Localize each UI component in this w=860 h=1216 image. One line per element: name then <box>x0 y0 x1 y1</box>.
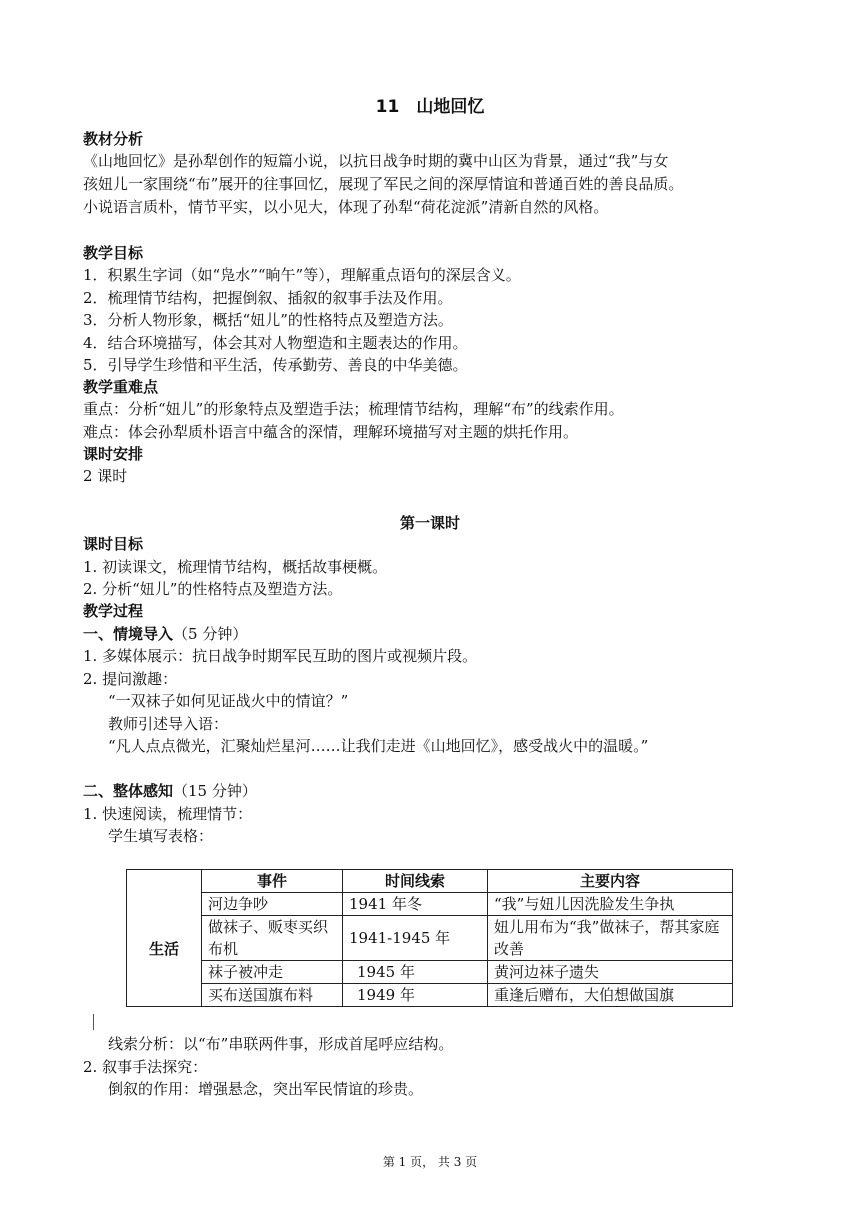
text-cursor <box>93 1014 94 1030</box>
goals-heading: 教学目标 <box>83 244 144 262</box>
part2-time: （15 分钟） <box>173 782 257 800</box>
table-cell: 买布送国旗布料 <box>202 984 343 1007</box>
table-cell: 袜子被冲走 <box>202 961 343 984</box>
process-heading: 教学过程 <box>83 602 144 620</box>
narrative-item: 2. 叙事手法探究： <box>83 1058 208 1076</box>
lesson1-heading: 第一课时 <box>399 514 460 532</box>
clue-analysis: 线索分析：以“布”串联两件事，形成首尾呼应结构。 <box>108 1035 454 1053</box>
goal-item: 5．引导学生珍惜和平生活，传承勤劳、善良的中华美德。 <box>83 356 468 374</box>
fill-table-text: 学生填写表格： <box>108 827 214 845</box>
question-text: “一双袜子如何见证战火中的情谊？” <box>108 692 349 710</box>
table-cell: 黄河边袜子遗失 <box>488 961 733 984</box>
part1-heading-line <box>83 623 247 645</box>
goal-item: 4．结合环境描写，体会其对人物塑造和主题表达的作用。 <box>83 334 468 352</box>
flashback-text: 倒叙的作用：增强悬念，突出军民情谊的珍贵。 <box>108 1080 424 1098</box>
intro-quote: “凡人点点微光，汇聚灿烂星河……让我们走进《山地回忆》，感受战火中的温暖。” <box>108 737 649 755</box>
read-item: 1. 快速阅读，梳理情节： <box>83 805 253 823</box>
table-row <box>127 916 733 961</box>
table-row <box>127 893 733 916</box>
difficulty-heading: 教学重难点 <box>83 378 159 396</box>
goal-item: 3．分析人物形象，概括“妞儿”的性格特点及塑造方法。 <box>83 311 453 329</box>
table-cell: 妞儿用布为“我”做袜子，帮其家庭改善 <box>488 916 733 961</box>
table-cell: 河边争吵 <box>202 893 343 916</box>
table-header: 事件 <box>202 870 343 893</box>
page-footer: 第 1 页， 共 3 页 <box>382 1155 478 1169</box>
objective-item: 1. 初读课文，梳理情节结构，概括故事梗概。 <box>83 558 388 576</box>
key-point: 重点：分析“妞儿”的形象特点及塑造手法；梳理情节结构，理解“布”的线索作用。 <box>83 400 624 418</box>
table-cell: 1941-1945 年 <box>343 916 488 961</box>
goal-item: 2．梳理情节结构，把握倒叙、插叙的叙事手法及作用。 <box>83 289 453 307</box>
analysis-heading: 教材分析 <box>83 130 144 148</box>
table-header-row <box>127 870 733 893</box>
hard-point: 难点：体会孙犁质朴语言中蕴含的深情，理解环境描写对主题的烘托作用。 <box>83 423 579 441</box>
schedule-heading: 课时安排 <box>83 445 144 463</box>
part1-heading: 一、情境导入 <box>83 625 174 643</box>
part1-time: （5 分钟） <box>173 625 248 643</box>
part1-item: 2. 提问激趣： <box>83 670 178 688</box>
objective-item: 2. 分析“妞儿”的性格特点及塑造方法。 <box>83 580 343 598</box>
part1-item: 1. 多媒体展示：抗日战争时期军民互助的图片或视频片段。 <box>83 647 478 665</box>
table-cell: “我”与妞儿因洗脸发生争执 <box>488 893 733 916</box>
table-row <box>127 961 733 984</box>
analysis-line: 孩妞儿一家围绕“布”展开的往事回忆，展现了军民之间的深厚情谊和普通百姓的善良品质。 <box>83 175 684 193</box>
part2-heading: 二、整体感知 <box>83 782 174 800</box>
part2-heading-line <box>83 780 257 802</box>
table-cell: 1949 年 <box>343 984 488 1007</box>
table-row <box>127 984 733 1007</box>
table-cell: 做袜子、贩枣买织布机 <box>202 916 343 961</box>
table-cell: 1941 年冬 <box>343 893 488 916</box>
plot-table <box>126 869 733 1007</box>
table-header: 主要内容 <box>488 870 733 893</box>
goal-item: 1．积累生字词（如“凫水”“晌午”等），理解重点语句的深层含义。 <box>83 266 521 284</box>
table-corner-cell <box>127 870 202 893</box>
schedule-text: 2 课时 <box>83 467 128 485</box>
objectives-heading: 课时目标 <box>83 535 144 553</box>
teacher-intro: 教师引述导入语： <box>108 715 229 733</box>
group-label-cell <box>127 893 202 1007</box>
table-cell: 1945 年 <box>343 961 488 984</box>
group-label: 生活 <box>148 940 179 959</box>
lesson-title: 11 山地回忆 <box>375 97 485 117</box>
analysis-line: 《山地回忆》是孙犁创作的短篇小说，以抗日战争时期的冀中山区为背景，通过“我”与女 <box>83 152 669 170</box>
table-header: 时间线索 <box>343 870 488 893</box>
table-cell: 重逢后赠布，大伯想做国旗 <box>488 984 733 1007</box>
analysis-line: 小说语言质朴，情节平实，以小见大，体现了孙犁“荷花淀派”清新自然的风格。 <box>83 198 609 216</box>
